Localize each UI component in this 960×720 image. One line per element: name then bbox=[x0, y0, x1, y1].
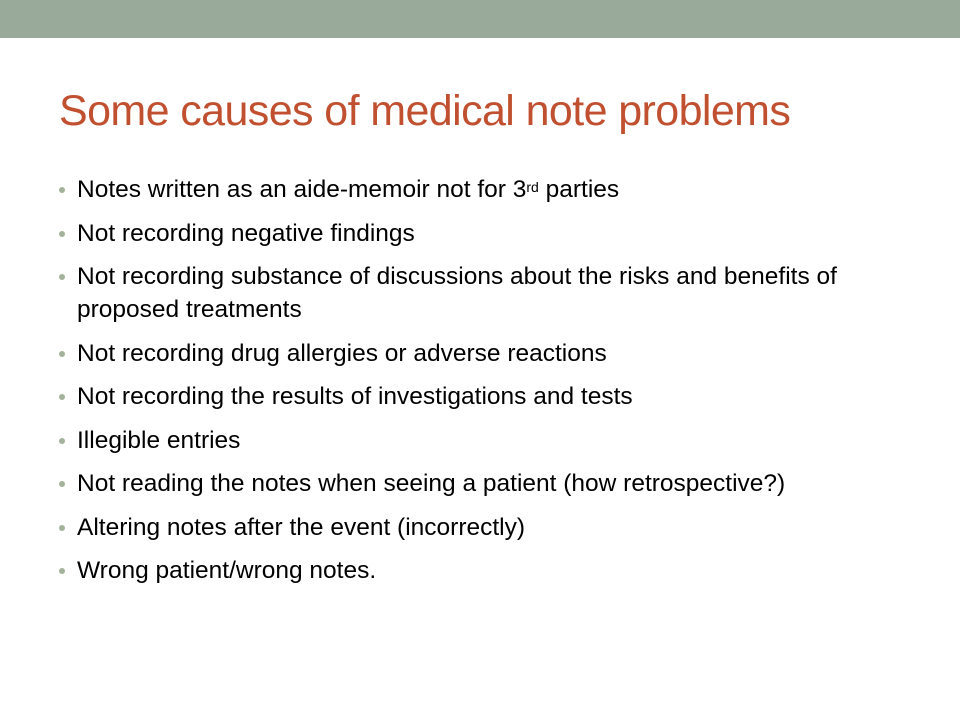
bullet-item bbox=[59, 554, 879, 587]
bullet-dot-icon bbox=[59, 568, 65, 574]
bullet-text: Illegible entries bbox=[77, 426, 241, 454]
bullet-text-continuation: parties bbox=[538, 176, 620, 203]
bullet-list bbox=[59, 173, 879, 598]
bullet-dot-icon bbox=[59, 351, 65, 357]
ordinal-superscript: rd bbox=[526, 179, 539, 195]
bullet-dot-icon bbox=[59, 481, 65, 487]
bullet-text: Not recording substance of discussions about the risks and benefits of proposed treatments bbox=[77, 263, 837, 323]
bullet-text: Notes written as an aide-memoir not for 3 bbox=[77, 176, 527, 203]
bullet-text: Not reading the notes when seeing a patient (how retrospective?) bbox=[77, 470, 786, 497]
bullet-text: Not recording negative findings bbox=[77, 219, 415, 247]
bullet-item bbox=[59, 380, 879, 413]
bullet-dot-icon bbox=[59, 394, 65, 400]
bullet-item bbox=[59, 260, 879, 326]
bullet-text: Altering notes after the event (incorrectly) bbox=[77, 513, 526, 541]
bullet-dot-icon bbox=[59, 274, 65, 280]
bullet-item bbox=[59, 511, 879, 544]
bullet-dot-icon bbox=[59, 438, 65, 444]
bullet-text: Not recording drug allergies or adverse reactions bbox=[77, 339, 607, 367]
bullet-item bbox=[59, 337, 879, 370]
bullet-item bbox=[59, 467, 879, 500]
bullet-item bbox=[59, 424, 879, 457]
bullet-dot-icon bbox=[59, 231, 65, 237]
top-accent-band bbox=[0, 0, 960, 38]
bullet-dot-icon bbox=[59, 525, 65, 531]
bullet-dot-icon bbox=[59, 187, 65, 193]
bullet-text: Wrong patient/wrong notes. bbox=[77, 557, 377, 584]
bullet-text: Not recording the results of investigations and tests bbox=[77, 383, 633, 410]
bullet-item bbox=[59, 217, 879, 250]
bullet-item bbox=[59, 173, 879, 206]
slide-title: Some causes of medical note problems bbox=[59, 87, 791, 135]
